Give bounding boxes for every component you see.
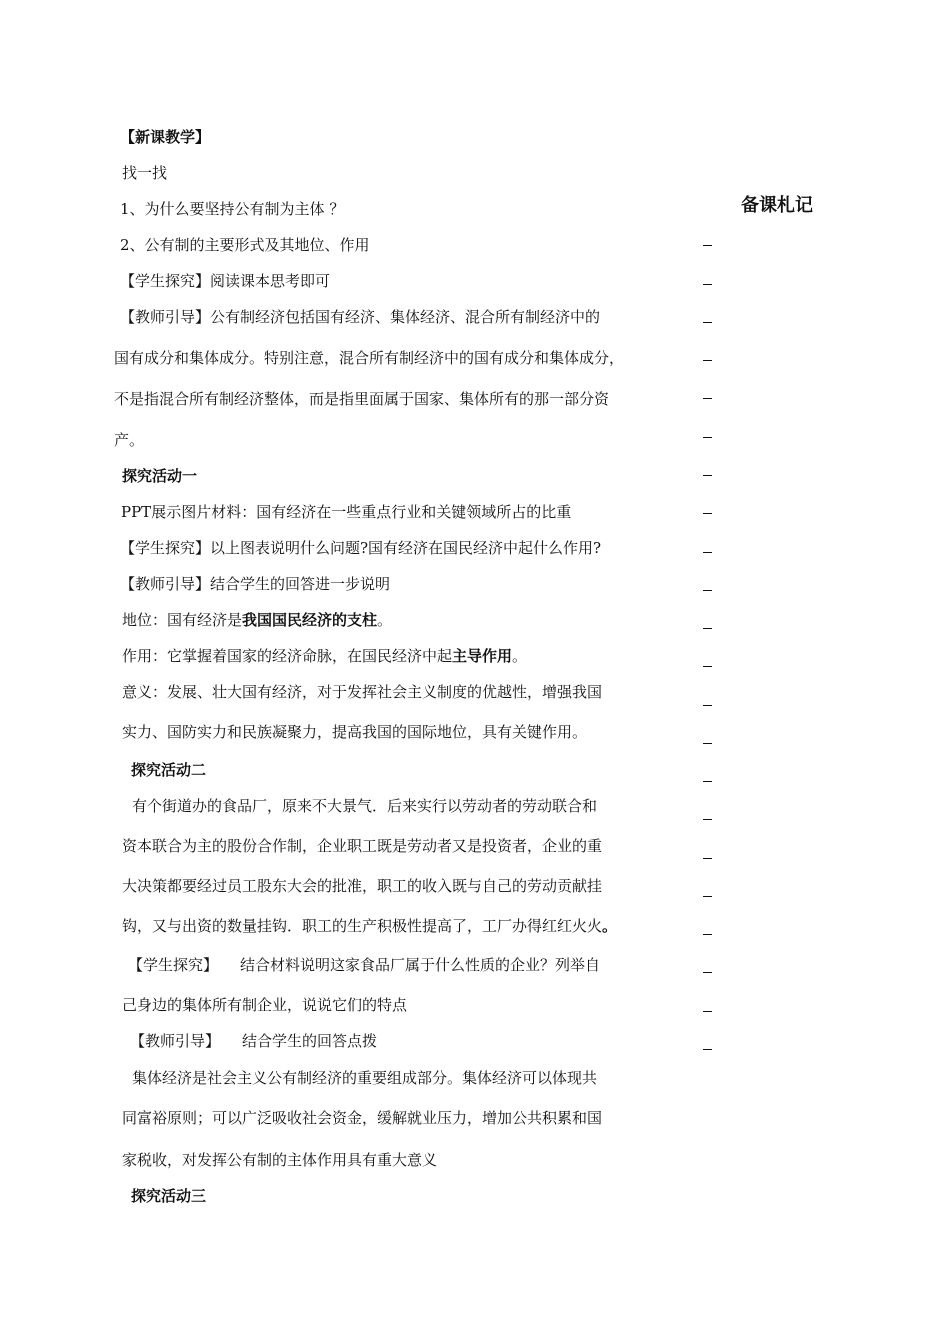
teacher-guide-label: 【教师引导】 [120,575,211,593]
role-suffix: 。 [512,647,528,665]
status-suffix: 。 [377,611,393,629]
teacher-guide-text: 公有制经济包括国有经济、集体经济、混合所有制经济中的 [210,308,601,326]
student-inquiry-2 [120,538,601,558]
question-1: 1、为什么要坚持公有制为主体 ？ [120,200,345,218]
student-inquiry-label: 【学生探究】 [128,956,219,974]
meaning-line-1: 意义：发展、壮大国有经济，对于发挥社会主义制度的优越性，增强我国 [122,683,603,701]
teacher-guide-label: 【教师引导】 [120,308,211,326]
collective-line-2: 同富裕原则；可以广泛吸收社会资金，缓解就业压力，增加公共积累和国 [122,1109,603,1127]
question-2: 2、公有制的主要形式及其地位、作用 [120,236,370,254]
teacher-guide-2 [120,574,390,594]
collective-line-1: 集体经济是社会主义公有制经济的重要组成部分。集体经济可以体现共 [132,1069,598,1087]
student-inquiry-text: 结合材料说明这家食品厂属于什么性质的企业？列举自 [240,956,601,974]
notes-line [703,284,712,285]
notes-line [703,590,712,591]
teacher-guide-1 [120,307,600,327]
activity-2-line-4 [122,916,617,936]
notes-line [703,934,712,935]
activity-2-line-4-text: 钩，又与出资的数量挂钩．职工的生产积极性提高了，工厂办得红红火火 [122,917,603,935]
student-inquiry-3-line-2: 己身边的集体所有制企业，说说它们的特点 [122,996,408,1014]
notes-line [703,666,712,667]
teacher-guide-text: 结合学生的回答进一步说明 [210,575,391,593]
section-title: 【新课教学】 [120,128,211,146]
notes-line [703,858,712,859]
notes-line [703,360,712,361]
role-line [122,646,527,666]
lesson-notes-title: 备课札记 [741,195,813,216]
teacher-guide-1-line-4: 产。 [114,431,145,449]
notes-line [703,245,712,246]
role-emphasis: 主导作用 [452,647,513,665]
role-prefix: 作用：它掌握着国家的经济命脉，在国民经济中起 [122,647,453,665]
notes-line [703,1011,712,1012]
activity-1-title: 探究活动一 [122,467,198,485]
status-emphasis: 我国国民经济的支柱 [242,611,378,629]
notes-line [703,705,712,706]
student-inquiry-text: 阅读课本思考即可 [210,272,331,290]
status-prefix: 地位：国有经济是 [122,611,243,629]
teacher-guide-text: 结合学生的回答点拨 [242,1032,378,1050]
notes-line [703,743,712,744]
student-inquiry-3 [128,955,600,975]
notes-line [703,781,712,782]
teacher-guide-1-line-2: 国有成分和集体成分。特别注意，混合所有制经济中的国有成分和集体成分， [114,349,625,367]
student-inquiry-label: 【学生探究】 [120,539,211,557]
notes-line [703,437,712,438]
status-line [122,610,392,630]
notes-line [703,475,712,476]
notes-line [703,628,712,629]
collective-line-3: 家税收，对发挥公有制的主体作用具有重大意义 [122,1151,438,1169]
notes-line [703,513,712,514]
activity-2-line-3: 大决策都要经过员工股东大会的批准，职工的收入既与自己的劳动贡献挂 [122,877,603,895]
notes-line [703,322,712,323]
meaning-line-2: 实力、国防实力和民族凝聚力，提高我国的国际地位，具有关键作用。 [122,723,588,741]
notes-line [703,972,712,973]
activity-2-line-2: 资本联合为主的股份合作制，企业职工既是劳动者又是投资者，企业的重 [122,837,603,855]
activity-2-title: 探究活动二 [131,761,207,779]
activity-3-title: 探究活动三 [131,1187,207,1205]
activity-2-line-1: 有个街道办的食品厂，原来不大景气．后来实行以劳动者的劳动联合和 [132,797,598,815]
notes-line [703,552,712,553]
teacher-guide-label: 【教师引导】 [130,1032,221,1050]
notes-line [703,896,712,897]
notes-line [703,1049,712,1050]
teacher-guide-3 [130,1031,377,1051]
student-inquiry-1 [120,271,330,291]
teacher-guide-1-line-3: 不是指混合所有制经济整体，而是指里面属于国家、集体所有的那一部分资 [114,390,610,408]
notes-line [703,398,712,399]
activity-1-ppt: PPT展示图片材料：国有经济在一些重点行业和关键领域所占的比重 [121,503,572,521]
notes-line [703,819,712,820]
student-inquiry-text: 以上图表说明什么问题?国有经济在国民经济中起什么作用? [210,539,602,557]
activity-2-line-4-end: 。 [602,917,618,935]
student-inquiry-label: 【学生探究】 [120,272,211,290]
find-heading: 找一找 [122,164,168,182]
